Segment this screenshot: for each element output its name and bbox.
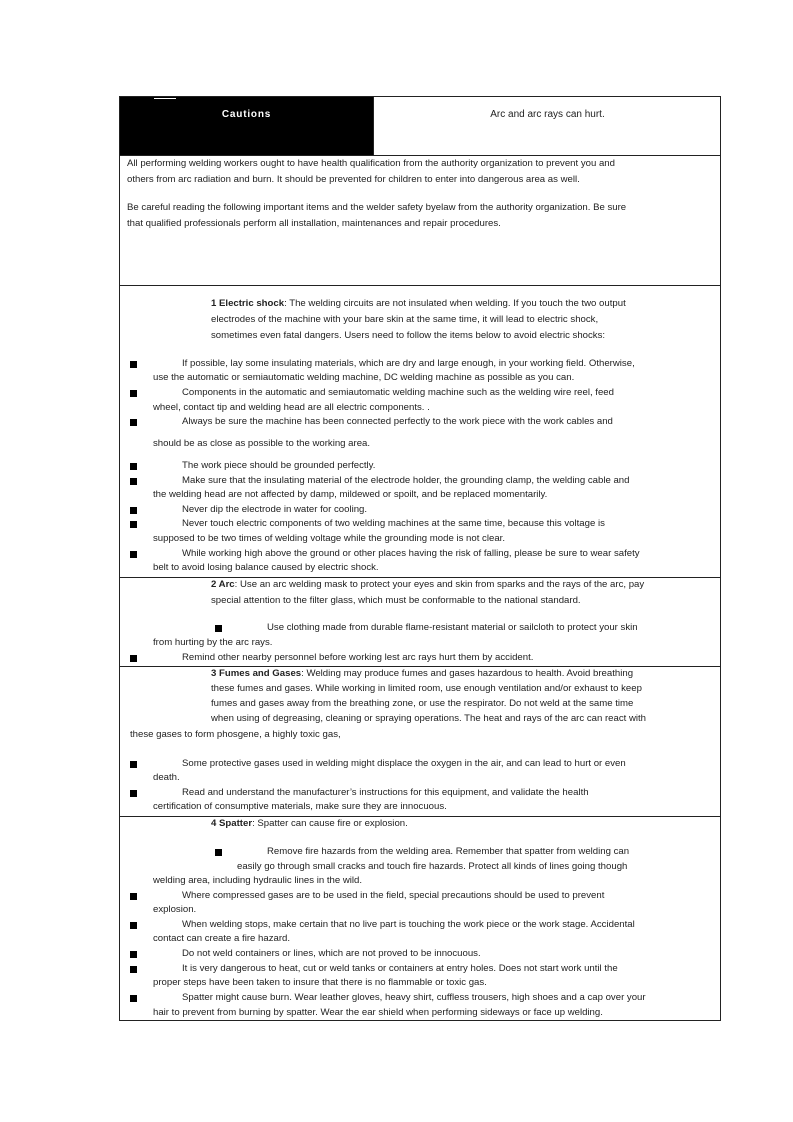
header-right-cell <box>373 97 721 155</box>
intro-paragraph-line: that qualified professionals perform all installation, maintenances and repair procedures. <box>127 218 501 229</box>
list-item: use the automatic or semiautomatic welding machine, DC welding machine as possible as you can. <box>153 372 575 383</box>
bullet-icon <box>130 521 137 528</box>
bullet-icon <box>130 551 137 558</box>
intro-paragraph-line: others from arc radiation and burn. It should be prevented for children to enter into dangerous area as well. <box>127 174 580 185</box>
electric-shock-text: : The welding circuits are not insulated when welding. If you touch the two output <box>284 298 626 309</box>
arc-heading: 2 Arc <box>211 579 235 590</box>
bullet-icon <box>215 625 222 632</box>
electric-shock-intro <box>211 297 626 312</box>
list-item: Read and understand the manufacturer’s instructions for this equipment, and validate the health <box>182 787 589 798</box>
list-item: Some protective gases used in welding might displace the oxygen in the air, and can lead to hurt or even <box>182 758 626 769</box>
bullet-icon <box>130 390 137 397</box>
arc-warning-title: Arc and arc rays can hurt. <box>490 109 605 120</box>
fumes-text: : Welding may produce fumes and gases hazardous to health. Avoid breathing <box>301 668 634 679</box>
list-item: death. <box>153 772 180 783</box>
bullet-icon <box>130 478 137 485</box>
bullet-icon <box>130 966 137 973</box>
list-item: contact can create a fire hazard. <box>153 933 291 944</box>
list-item: welding area, including hydraulic lines in the wild. <box>153 875 363 886</box>
cautions-header <box>120 97 720 155</box>
fumes-text: when using of degreasing, cleaning or spraying operations. The heat and rays of the arc can react with <box>211 713 647 724</box>
list-item: Remove fire hazards from the welding area. Remember that spatter from welding can <box>267 846 630 857</box>
bullet-icon <box>130 995 137 1002</box>
bullet-icon <box>130 951 137 958</box>
bullet-icon <box>215 849 222 856</box>
bullet-icon <box>130 655 137 662</box>
header-dash-marks <box>154 98 176 103</box>
row-divider <box>120 816 720 817</box>
bullet-icon <box>130 922 137 929</box>
bullet-icon <box>130 507 137 514</box>
intro-paragraph-line: All performing welding workers ought to have health qualification from the authority organization to prevent you and <box>127 158 615 169</box>
list-item: wheel, contact tip and welding head are all electric components. . <box>153 402 430 413</box>
electric-shock-text: electrodes of the machine with your bare skin at the same time, it will lead to electric shock, <box>211 314 599 325</box>
list-item: Use clothing made from durable flame-resistant material or sailcloth to protect your skin <box>267 622 638 633</box>
spatter-text: : Spatter can cause fire or explosion. <box>252 818 408 829</box>
fumes-text: fumes and gases away from the breathing zone, or use the respirator. Do not weld at the same time <box>211 698 634 709</box>
list-item: belt to avoid losing balance caused by electric shock. <box>153 562 379 573</box>
list-item: explosion. <box>153 904 197 915</box>
list-item: proper steps have been taken to insure that there is no flammable or toxic gas. <box>153 977 487 988</box>
list-item: Never dip the electrode in water for cooling. <box>182 504 368 515</box>
arc-text: : Use an arc welding mask to protect your eyes and skin from sparks and the rays of the arc, pay <box>234 579 645 590</box>
cautions-title: Cautions <box>221 109 272 120</box>
intro-paragraph-line: Be careful reading the following important items and the welder safety byelaw from the authority organization. Be sure <box>127 202 627 213</box>
bullet-icon <box>130 893 137 900</box>
bullet-icon <box>130 761 137 768</box>
list-item: easily go through small cracks and touch fire hazards. Protect all kinds of lines going though <box>237 861 628 872</box>
row-divider <box>120 285 720 286</box>
list-item: the welding head are not affected by damp, mildewed or spoilt, and be replaced momentarily. <box>153 489 548 500</box>
header-left-cell <box>120 97 373 155</box>
list-item: Always be sure the machine has been connected perfectly to the work piece with the work cables and <box>182 416 613 427</box>
bullet-icon <box>130 463 137 470</box>
bullet-icon <box>130 790 137 797</box>
fumes-text: these fumes and gases. While working in limited room, use enough ventilation and/or exhaust to keep <box>211 683 642 694</box>
list-item: The work piece should be grounded perfectly. <box>182 460 376 471</box>
list-item: from hurting by the arc rays. <box>153 637 273 648</box>
list-item: If possible, lay some insulating materials, which are dry and large enough, in your working field. Otherwise, <box>182 358 635 369</box>
list-item: supposed to be two times of welding voltage while the grounding mode is not clear. <box>153 533 505 544</box>
fumes-intro <box>211 667 633 682</box>
list-item: Remind other nearby personnel before working lest arc rays hurt them by accident. <box>182 652 534 663</box>
list-item: Never touch electric components of two welding machines at the same time, because this voltage is <box>182 518 605 529</box>
electric-shock-heading: 1 Electric shock <box>211 298 285 309</box>
list-item: Spatter might cause burn. Wear leather gloves, heavy shirt, cuffless trousers, high shoes and a cap over your <box>182 992 646 1003</box>
list-item: hair to prevent from burning by spatter. Wear the ear shield when performing sideways or face up welding. <box>153 1007 603 1018</box>
list-item: Where compressed gases are to be used in the field, special precautions should be used to prevent <box>182 890 605 901</box>
list-item: While working high above the ground or other places having the risk of falling, please be sure to wear safety <box>182 548 640 559</box>
spatter-heading: 4 Spatter <box>211 818 253 829</box>
list-item: Make sure that the insulating material of the electrode holder, the grounding clamp, the welding cable and <box>182 475 630 486</box>
bullet-icon <box>130 361 137 368</box>
list-item: certification of consumptive materials, make sure they are innocuous. <box>153 801 447 812</box>
fumes-text: these gases to form phosgene, a highly toxic gas, <box>130 729 341 740</box>
fumes-heading: 3 Fumes and Gases <box>211 668 302 679</box>
list-item: Do not weld containers or lines, which are not proved to be innocuous. <box>182 948 481 959</box>
bullet-icon <box>130 419 137 426</box>
row-divider <box>120 155 720 156</box>
spatter-intro <box>211 817 408 832</box>
arc-text: special attention to the filter glass, which must be conformable to the national standard. <box>211 595 581 606</box>
electric-shock-text: sometimes even fatal dangers. Users need to follow the items below to avoid electric shocks: <box>211 330 606 341</box>
arc-intro <box>211 578 644 593</box>
list-item: When welding stops, make certain that no live part is touching the work piece or the work stage. Accidental <box>182 919 635 930</box>
list-item: It is very dangerous to heat, cut or weld tanks or containers at entry holes. Does not start work until the <box>182 963 618 974</box>
list-item: should be as close as possible to the working area. <box>153 438 371 449</box>
list-item: Components in the automatic and semiautomatic welding machine such as the welding wire reel, feed <box>182 387 614 398</box>
